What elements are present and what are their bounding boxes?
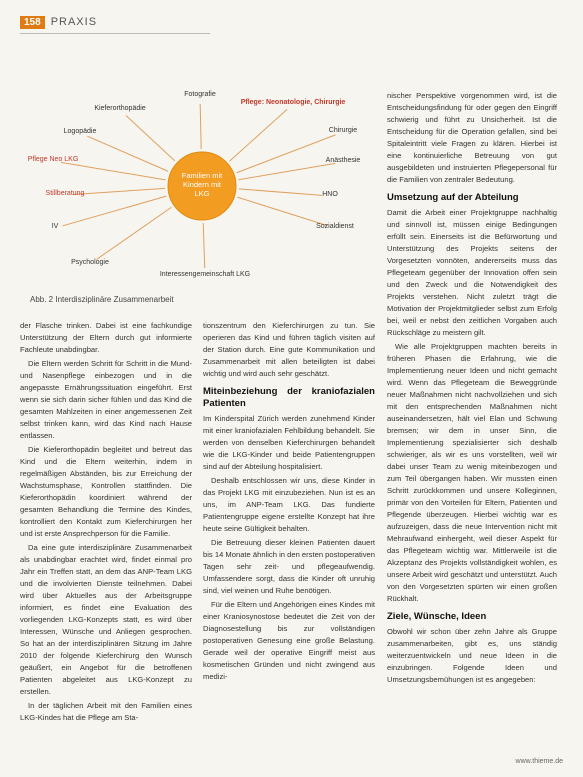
section-title: PRAXIS [50, 16, 98, 28]
paragraph: Da eine gute interdisziplinäre Zusammenarbeit als unabdingbar erachtet wird, findet einmal pro Jahr ein Treffen statt, an dem das ANP-Team LKG und die involvierten Dienste teilnehmen. Dabei wird über Aktuelles aus der Arbeitsgruppe informiert, es findet eine Evaluation des vorliegenden LKG-Konzepts statt, es wird über Interessen, Wünsche und Anliegen gesprochen. So hat an der interdisziplinären Sitzung im Jahre 2010 der folgende Kieferchirurg den Wunsch geäußert, ein Angebot für die betroffenen Patienten abgeleitet aus LKG-Konzept zu erstellen. [20, 543, 192, 696]
center-label: Kindern mit [183, 180, 221, 189]
diagram-node-label: IV [51, 223, 59, 230]
collaboration-diagram [25, 88, 380, 303]
connector-line [238, 163, 335, 179]
diagram-caption: Abb. 2 Interdisziplinäre Zusammenarbeit [30, 295, 174, 304]
page-header [20, 14, 97, 30]
section-heading: Umsetzung auf der Abteilung [387, 192, 519, 203]
connector-line [239, 189, 322, 195]
diagram-node-label: Logopädie [63, 128, 97, 135]
paragraph: Obwohl wir schon über zehn Jahre als Gruppe zusammenarbeiten, gibt es, uns ständig weiterzuentwickeln und neue Ideen in die einzubringen. Folgende Ideen und Umsetzungsbemühungen ist es angegeben: [387, 627, 557, 684]
connector-line [73, 188, 165, 194]
paragraph: Die Betreuung dieser kleinen Patienten dauert bis 14 Monate ähnlich in den ersten postoperativen Tagen sehr zeit- und pflegeaufwendig. Umfassendere sorgt, dass die Kinder oft unruhig sind, viel weinen und Ruhe benötigen. [203, 538, 375, 595]
text-column-1 [20, 320, 192, 726]
paragraph: Wie alle Projektgruppen machten bereits in früheren Phasen die Erfahrung, wie die Implementierung neuer Ideen und nicht gemacht wird. Wenn das Pflegeteam die Beweggründe neuer Maßnahmen nicht nachvollziehen und sich mit den entsprechenden Maßnahmen nicht auseinandersetzen, hält viel Elan und Schwung bremsen; wir dem in unser Sinn, die Implementierung spezialisierter sich deshalb schwieriger, als wir es uns vorstellten, weil wir dabei unser Team zu wenig miteinbezogen und zum Teil übergangen haben. Wir mussten einen Schritt zurückkommen und unsere Kolleginnen, primär von den Vorteilen für Eltern, Patienten und Pflegende überzeugen. Hierbei wichtig war es aufzuzeigen, dass die neue Intervention nicht mit Mehraufwand einhergeht, weil dieser Aspekt für das Pflegeteam wichtig war. Mittlerweile ist die Akzeptanz des Projekts vollständigkeit wohlen, es unsere Arbeit wird geschätzt und unterstützt. Auch von den Vorgesetzten spürten wir einen großen Rückhalt. [387, 342, 557, 603]
diagram-node-label: HNO [322, 191, 338, 198]
paragraph: In der täglichen Arbeit mit den Familien eines LKG-Kindes hat die Pflege am Sta- [20, 701, 192, 722]
diagram-node-label: Pflege Neo LKG [27, 156, 79, 163]
diagram-node-label: Anästhesie [325, 157, 361, 164]
connector-line [237, 135, 336, 173]
center-label: LKG [194, 189, 210, 198]
paragraph: Deshalb entschlossen wir uns, diese Kinder in das Projekt LKG mit einzubeziehen. Nun ist es an uns, im ANP-Team LKG. Das fundierte Patientengruppe eigene erstellte Konzept hat ihre heute seine Gültigkeit behalten. [203, 476, 375, 533]
diagram-node-label: Fotografie [184, 91, 216, 98]
paragraph: Die Eltern werden Schritt für Schritt in die Mund- und Nasenpflege einbezogen und in die angepasste Ernährungssituation eingeführt. Erst wenn sie sich darin sicher fühlen und das Kind die gesamten Mahlzeiten in einer angemessenen Zeit selbst trinken kann, wird das Kind nach Hause entlassen. [20, 359, 192, 440]
diagram-node-label: Psychologie [71, 259, 109, 266]
diagram-node-label: Pflege: Neonatologie, Chirurgie [240, 99, 346, 106]
header-rule [20, 33, 210, 34]
connector-line [97, 207, 172, 259]
paragraph: Für die Eltern und Angehörigen eines Kindes mit einer Kraniosynostose bedeutet die Zeit von der Diagnosestellung bis zur vollständigen postoperativen Genesung eine große Belastung. Gerade weil der operative Eingriff meist aus kosmetischen Gründen und nicht zwingend aus medizi- [203, 600, 375, 681]
text-column-3 [387, 90, 557, 688]
paragraph: Im Kinderspital Zürich werden zunehmend Kinder mit einer kraniofazialen Fehlbildung behandelt. Sie werden von denselben Kieferchirurgen behandelt wie die LKG-Kinder und beide Patientengruppen sind auf der Abteilung hospitalisiert. [203, 414, 375, 471]
connector-line [237, 197, 327, 225]
connector-line [126, 115, 175, 160]
paragraph: Die Kieferorthopädin begleitet und betreut das Kind und die Eltern weiterhin, indem in regelmäßigen Abständen, bis zur Erreichung der Wachstumsphase, Kontrollen stattfinden. Die Kieferorthopädin koordiniert während der gesamten Behandlung die Termine des Kindes, kontrolliert den Kontakt zum Kieferchirurgen her und ist erste Ansprechperson für die Familie. [20, 445, 192, 538]
diagram-node-label: Interessengemeinschaft LKG [159, 271, 251, 278]
paragraph: tionszentrum den Kieferchirurgen zu tun. Sie operieren das Kind und führen täglich visiten auf der Station durch. Eine gute Kommunikation und Zusammenarbeit mit allen beteiligten ist dabei wichtig und wird auch sehr geschätzt. [203, 321, 375, 378]
diagram-node-label: Kieferorthopädie [94, 105, 146, 112]
connector-line [200, 104, 201, 149]
paragraph: Damit die Arbeit einer Projektgruppe nachhaltig und sinnvoll ist, müssen einige Bedingungen erfüllt sein. Einerseits ist die Befürwortung und Unterstützung des Projekts seitens der Vorgesetzten vonnöten, andererseits muss das Pflegeteam gegenüber der Innovation offen sein und den Zweck und die Notwendigkeit des Projekts verstehen. Nicht zuletzt trägt die Motivation der Projektmitglieder selbst zum Erfolg bei, weil er nebst den zeitlichen Vorgaben auch Rückschläge zu meistern gilt. [387, 208, 557, 337]
diagram-node-label: Sozialdienst [316, 223, 354, 230]
connector-line [203, 223, 205, 268]
connector-line [229, 109, 287, 161]
diagram-node-label: Chirurgie [328, 127, 358, 134]
section-heading: Ziele, Wünsche, Ideen [387, 611, 487, 622]
paragraph: nischer Perspektive vorgenommen wird, ist die Entscheidungsfindung für oder gegen den Eingriff schwierig und führt zu Unsicherheit. Ist die Entscheidung für die Operation gefallen, sind bei Spitaleintritt viele Fragen zu klären. Hierbei ist eine kontinuierliche Betreuung von gut ausgebildeten und instruierten Pflegepersonal für die Familien von zentraler Bedeutung. [387, 91, 557, 184]
page-footer: www.thieme.de [515, 758, 563, 765]
paragraph: der Flasche trinken. Dabei ist eine fachkundige Unterstützung der Eltern durch gut informierte Fachleute unabdingbar. [20, 321, 192, 354]
page-number: 158 [20, 16, 45, 29]
diagram-node-label: Stillberatung [45, 190, 85, 197]
text-column-2 [203, 320, 375, 685]
connector-line [87, 136, 168, 171]
center-label: Familien mit [181, 171, 223, 180]
section-heading: Miteinbeziehung der kraniofazialen Patienten [203, 386, 375, 409]
connector-line [61, 162, 166, 180]
